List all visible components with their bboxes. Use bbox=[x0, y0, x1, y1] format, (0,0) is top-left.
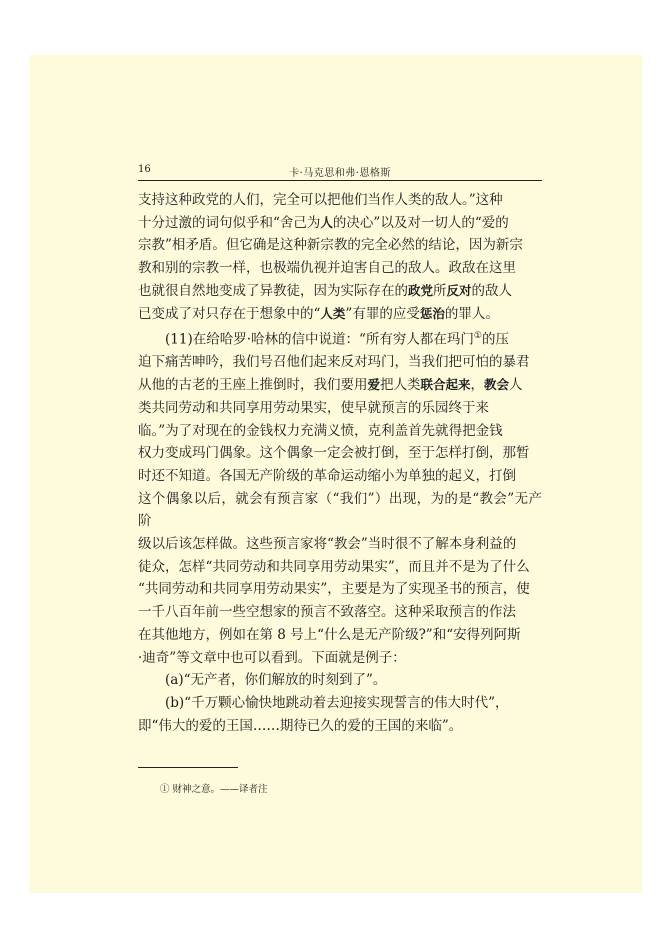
running-header bbox=[138, 162, 542, 180]
text-run: 把人类 bbox=[380, 377, 421, 394]
text-run: 的决心”以及对一切人的“爱的 bbox=[332, 214, 509, 231]
text-line bbox=[138, 303, 542, 326]
emphasis-bold: 人类 bbox=[320, 305, 346, 321]
emphasis-bold: 联合起来 bbox=[420, 377, 471, 393]
emphasis-bold: 政党 bbox=[408, 282, 434, 298]
text-run: 徒众，怎样“共同劳动和共同享用劳动果实”，而且并不是为了什么 bbox=[138, 558, 530, 575]
text-run: 人 bbox=[509, 377, 523, 394]
text-run: 的罪人。 bbox=[444, 305, 499, 322]
text-run: 的敌人 bbox=[471, 282, 513, 299]
text-run: 从他的古老的王座上推倒时，我们要用 bbox=[138, 377, 368, 394]
text-run: 类共同劳动和共同享用劳动果实，使早就预言的乐园终于来 bbox=[138, 399, 489, 416]
text-run: 十分过激的词句似乎和“舍己为 bbox=[138, 214, 321, 231]
text-line bbox=[138, 556, 542, 579]
text-line bbox=[138, 533, 542, 556]
paragraph bbox=[138, 325, 542, 669]
text-line bbox=[138, 669, 542, 692]
text-line bbox=[138, 624, 542, 647]
text-line bbox=[138, 189, 542, 212]
text-run: 一千八百年前一些空想家的预言不致落空。这种采取预言的作法 bbox=[138, 604, 516, 621]
text-run: 迫下痛苦呻吟，我们号召他们起来反对玛门，当我们把可怕的暴君 bbox=[138, 354, 530, 371]
text-run: 级以后该怎样做。这些预言家将“教会”当时很不了解本身利益的 bbox=[138, 536, 517, 553]
text-run: 权力变成玛门偶象。这个偶象一定会被打倒，至于怎样打倒，那暂 bbox=[138, 445, 530, 462]
text-run: 宗教”相矛盾。但它确是这种新宗教的完全必然的结论，因为新宗 bbox=[138, 237, 523, 254]
text-line bbox=[138, 647, 542, 670]
running-title: 卡·马克思和弗·恩格斯 bbox=[289, 168, 391, 179]
text-run: ”有罪的应受 bbox=[345, 305, 420, 322]
page-number: 16 bbox=[138, 164, 151, 175]
text-run: ， bbox=[470, 377, 485, 394]
text-run: 在其他地方，例如在第 8 号上“什么是无产阶级?”和“安得列阿斯 bbox=[138, 626, 521, 643]
text-line bbox=[138, 325, 542, 351]
emphasis-bold: 教会 bbox=[484, 377, 510, 393]
paragraph bbox=[138, 669, 542, 692]
text-line bbox=[138, 420, 542, 443]
header-rule bbox=[138, 180, 542, 181]
footnote-rule bbox=[138, 767, 238, 768]
text-run: ·迪奇”等文章中也可以看到。下面就是例子： bbox=[138, 649, 406, 666]
text-line bbox=[138, 715, 542, 738]
text-line bbox=[138, 374, 542, 397]
text-run: 时还不知道。各国无产阶级的革命运动缩小为单独的起义，打倒 bbox=[138, 467, 516, 484]
footnote-marker: ① bbox=[473, 331, 482, 342]
text-line bbox=[138, 351, 542, 374]
paragraph bbox=[138, 715, 542, 738]
paragraph bbox=[138, 189, 542, 325]
text-line bbox=[138, 397, 542, 420]
text-line bbox=[138, 465, 542, 488]
text-run: “共同劳动和共同享用劳动果实”，主要是为了实现圣书的预言，使 bbox=[138, 581, 530, 598]
emphasis-bold: 人 bbox=[320, 214, 333, 230]
text-line bbox=[138, 578, 542, 601]
body-text bbox=[138, 189, 542, 737]
text-run: 教和别的宗教一样，也极端仇视并迫害自己的敌人。政敌在这里 bbox=[138, 260, 516, 277]
emphasis-bold: 惩治 bbox=[419, 305, 445, 321]
text-run: 支持这种政党的人们，完全可以把他们当作人类的敌人。”这种 bbox=[138, 192, 503, 208]
text-line bbox=[138, 234, 542, 257]
text-run: 这个偶象以后，就会有预言家（“我们”）出现，为的是“教会”无产阶 bbox=[138, 490, 542, 530]
text-run: 的压 bbox=[481, 331, 509, 348]
text-line bbox=[138, 280, 542, 303]
text-line bbox=[138, 488, 542, 533]
text-line bbox=[138, 212, 542, 235]
text-run: 已变成了对只存在于想象中的“ bbox=[138, 305, 321, 322]
text-run: 即“伟大的爱的王国……期待已久的爱的王国的来临”。 bbox=[138, 717, 463, 734]
text-line bbox=[138, 601, 542, 624]
text-run: (11)在给哈罗·哈林的信中说道：“所有穷人都在玛门 bbox=[165, 331, 474, 348]
emphasis-bold: 爱 bbox=[367, 377, 381, 393]
text-line bbox=[138, 692, 542, 715]
text-run: 所 bbox=[433, 282, 447, 299]
text-run: 也就很自然地变成了异教徒，因为实际存在的 bbox=[138, 282, 408, 299]
text-run: 临。”为了对现在的金钱权力充满义愤，克利盖首先就得把金钱 bbox=[138, 422, 503, 439]
footnote: ① 财神之意。——译者注 bbox=[160, 784, 268, 795]
text-line bbox=[138, 257, 542, 280]
paragraph bbox=[138, 692, 542, 715]
text-line bbox=[138, 442, 542, 465]
emphasis-bold: 反对 bbox=[446, 282, 472, 298]
text-run: (b)“千万颗心愉快地跳动着去迎接实现誓言的伟大时代”， bbox=[165, 694, 509, 711]
text-run: (a)“无产者，你们解放的时刻到了”。 bbox=[165, 672, 387, 689]
